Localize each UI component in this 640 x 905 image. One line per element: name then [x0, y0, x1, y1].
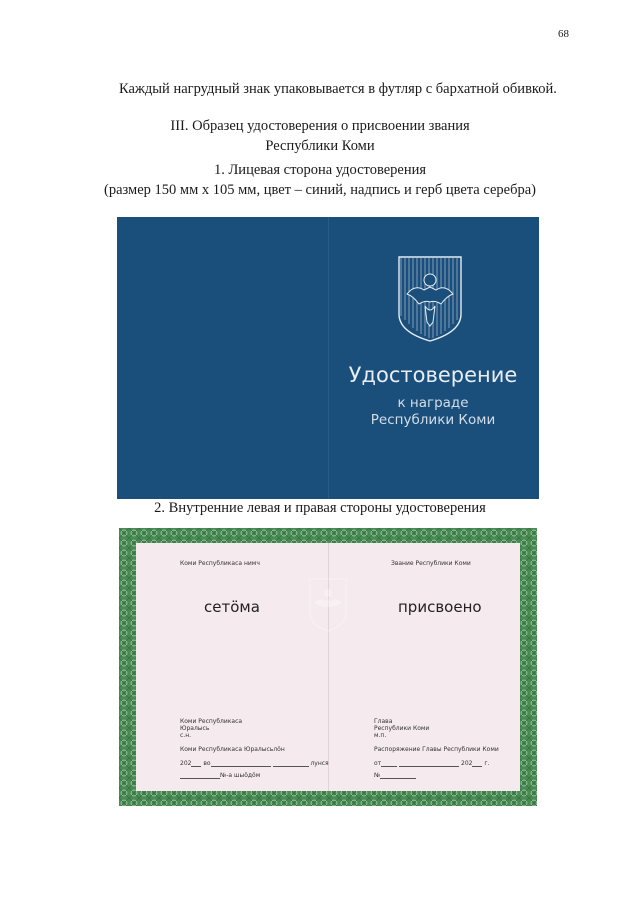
cover-subtitle — [343, 395, 523, 429]
cover-subtitle-line1: к награде — [397, 395, 469, 411]
paragraph-packaging: Каждый нагрудный знак упаковывается в футляр с бархатной обивкой. — [119, 81, 557, 97]
right-date-line — [374, 760, 489, 767]
section-title — [80, 116, 560, 156]
cover-fold-line — [328, 217, 329, 499]
inside-pages — [136, 543, 520, 791]
front-caption-line2: (размер 150 мм х 105 мм, цвет – синий, надпись и герб цвета серебра) — [104, 182, 536, 198]
left-signer — [180, 718, 242, 739]
right-date-prefix: от — [374, 760, 382, 767]
right-signer — [374, 718, 429, 739]
emblem-watermark-icon — [308, 577, 348, 633]
right-signer-line3: м.п. — [374, 732, 387, 739]
left-big-word: сетöма — [204, 598, 260, 616]
certificate-inside-spread — [119, 528, 537, 806]
left-signer-line3: с.н. — [180, 732, 192, 739]
section-title-line1: III. Образец удостоверения о присвоении звания — [170, 118, 470, 134]
left-date-line — [180, 760, 329, 767]
left-number-suffix: №-а шыöдöм — [220, 772, 261, 779]
right-decree: Распоряжение Главы Республики Коми — [374, 746, 499, 753]
inside-caption: 2. Внутренние левая и правая стороны удостоверения — [154, 500, 486, 516]
front-caption — [80, 160, 560, 200]
left-signer-line1: Коми Республикаса — [180, 718, 243, 725]
left-date-suffix: лунся — [310, 760, 329, 767]
right-date-suffix: г. — [484, 760, 490, 767]
right-number-line — [374, 772, 416, 779]
section-title-line2: Республики Коми — [265, 138, 375, 154]
cover-subtitle-line2: Республики Коми — [370, 412, 496, 428]
right-big-word: присвоено — [398, 598, 482, 616]
certificate-cover — [117, 217, 539, 499]
left-date-prefix: 202 — [180, 760, 192, 767]
komi-coat-of-arms-icon — [395, 254, 465, 344]
left-decree: Коми Республикаса Юралысьлöн — [180, 746, 285, 753]
right-date-year: 202 — [461, 760, 473, 767]
right-signer-line2: Республики Коми — [374, 725, 430, 732]
page-number: 68 — [558, 28, 569, 40]
front-caption-line1: 1. Лицевая сторона удостоверения — [213, 162, 427, 178]
cover-title: Удостоверение — [348, 363, 518, 387]
left-header: Коми Республикаса нимч — [180, 560, 260, 567]
right-header: Звание Республики Коми — [391, 560, 471, 567]
right-signer-line1: Глава — [374, 718, 393, 725]
right-number-prefix: № — [374, 772, 381, 779]
left-date-middle: во — [203, 760, 211, 767]
left-number-line — [180, 772, 260, 779]
left-signer-line2: Юралысь — [180, 725, 210, 732]
